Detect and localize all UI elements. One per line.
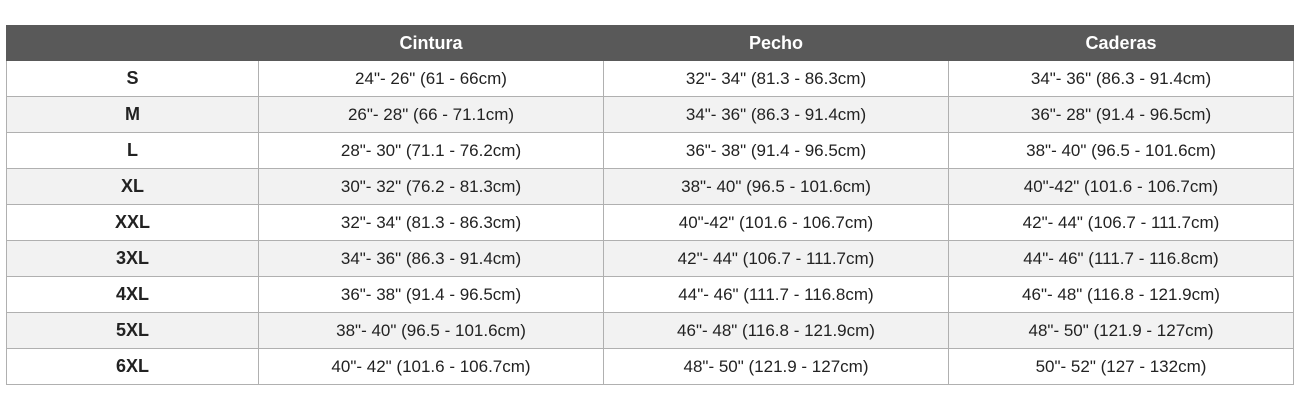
size-chart-table [6,25,1294,385]
column-header-cintura: Cintura [259,26,604,61]
table-row [7,169,1294,205]
cintura-value: 40"- 42" (101.6 - 106.7cm) [259,349,604,385]
cintura-value: 28"- 30" (71.1 - 76.2cm) [259,133,604,169]
cintura-value: 38"- 40" (96.5 - 101.6cm) [259,313,604,349]
caderas-value: 40"-42" (101.6 - 106.7cm) [949,169,1294,205]
size-label: L [7,133,259,169]
caderas-value: 48"- 50" (121.9 - 127cm) [949,313,1294,349]
size-label: 3XL [7,241,259,277]
table-row [7,205,1294,241]
pecho-value: 44"- 46" (111.7 - 116.8cm) [604,277,949,313]
pecho-value: 36"- 38" (91.4 - 96.5cm) [604,133,949,169]
table-row [7,241,1294,277]
pecho-value: 40"-42" (101.6 - 106.7cm) [604,205,949,241]
caderas-value: 34"- 36" (86.3 - 91.4cm) [949,61,1294,97]
size-label: 4XL [7,277,259,313]
cintura-value: 32"- 34" (81.3 - 86.3cm) [259,205,604,241]
table-row [7,349,1294,385]
size-label: 6XL [7,349,259,385]
pecho-value: 34"- 36" (86.3 - 91.4cm) [604,97,949,133]
caderas-value: 50"- 52" (127 - 132cm) [949,349,1294,385]
size-label: M [7,97,259,133]
table-body [7,61,1294,385]
cintura-value: 24"- 26" (61 - 66cm) [259,61,604,97]
header-row [7,26,1294,61]
pecho-value: 32"- 34" (81.3 - 86.3cm) [604,61,949,97]
size-label: S [7,61,259,97]
size-label: XL [7,169,259,205]
pecho-value: 38"- 40" (96.5 - 101.6cm) [604,169,949,205]
table-row [7,313,1294,349]
table-header [7,26,1294,61]
column-header-pecho: Pecho [604,26,949,61]
caderas-value: 46"- 48" (116.8 - 121.9cm) [949,277,1294,313]
caderas-value: 42"- 44" (106.7 - 111.7cm) [949,205,1294,241]
caderas-value: 38"- 40" (96.5 - 101.6cm) [949,133,1294,169]
caderas-value: 36"- 28" (91.4 - 96.5cm) [949,97,1294,133]
caderas-value: 44"- 46" (111.7 - 116.8cm) [949,241,1294,277]
pecho-value: 46"- 48" (116.8 - 121.9cm) [604,313,949,349]
cintura-value: 30"- 32" (76.2 - 81.3cm) [259,169,604,205]
table-row [7,61,1294,97]
column-header-caderas: Caderas [949,26,1294,61]
table-row [7,97,1294,133]
size-label: XXL [7,205,259,241]
cintura-value: 34"- 36" (86.3 - 91.4cm) [259,241,604,277]
pecho-value: 42"- 44" (106.7 - 111.7cm) [604,241,949,277]
table-row [7,133,1294,169]
table-row [7,277,1294,313]
cintura-value: 36"- 38" (91.4 - 96.5cm) [259,277,604,313]
size-label: 5XL [7,313,259,349]
pecho-value: 48"- 50" (121.9 - 127cm) [604,349,949,385]
column-header-size [7,26,259,61]
cintura-value: 26"- 28" (66 - 71.1cm) [259,97,604,133]
